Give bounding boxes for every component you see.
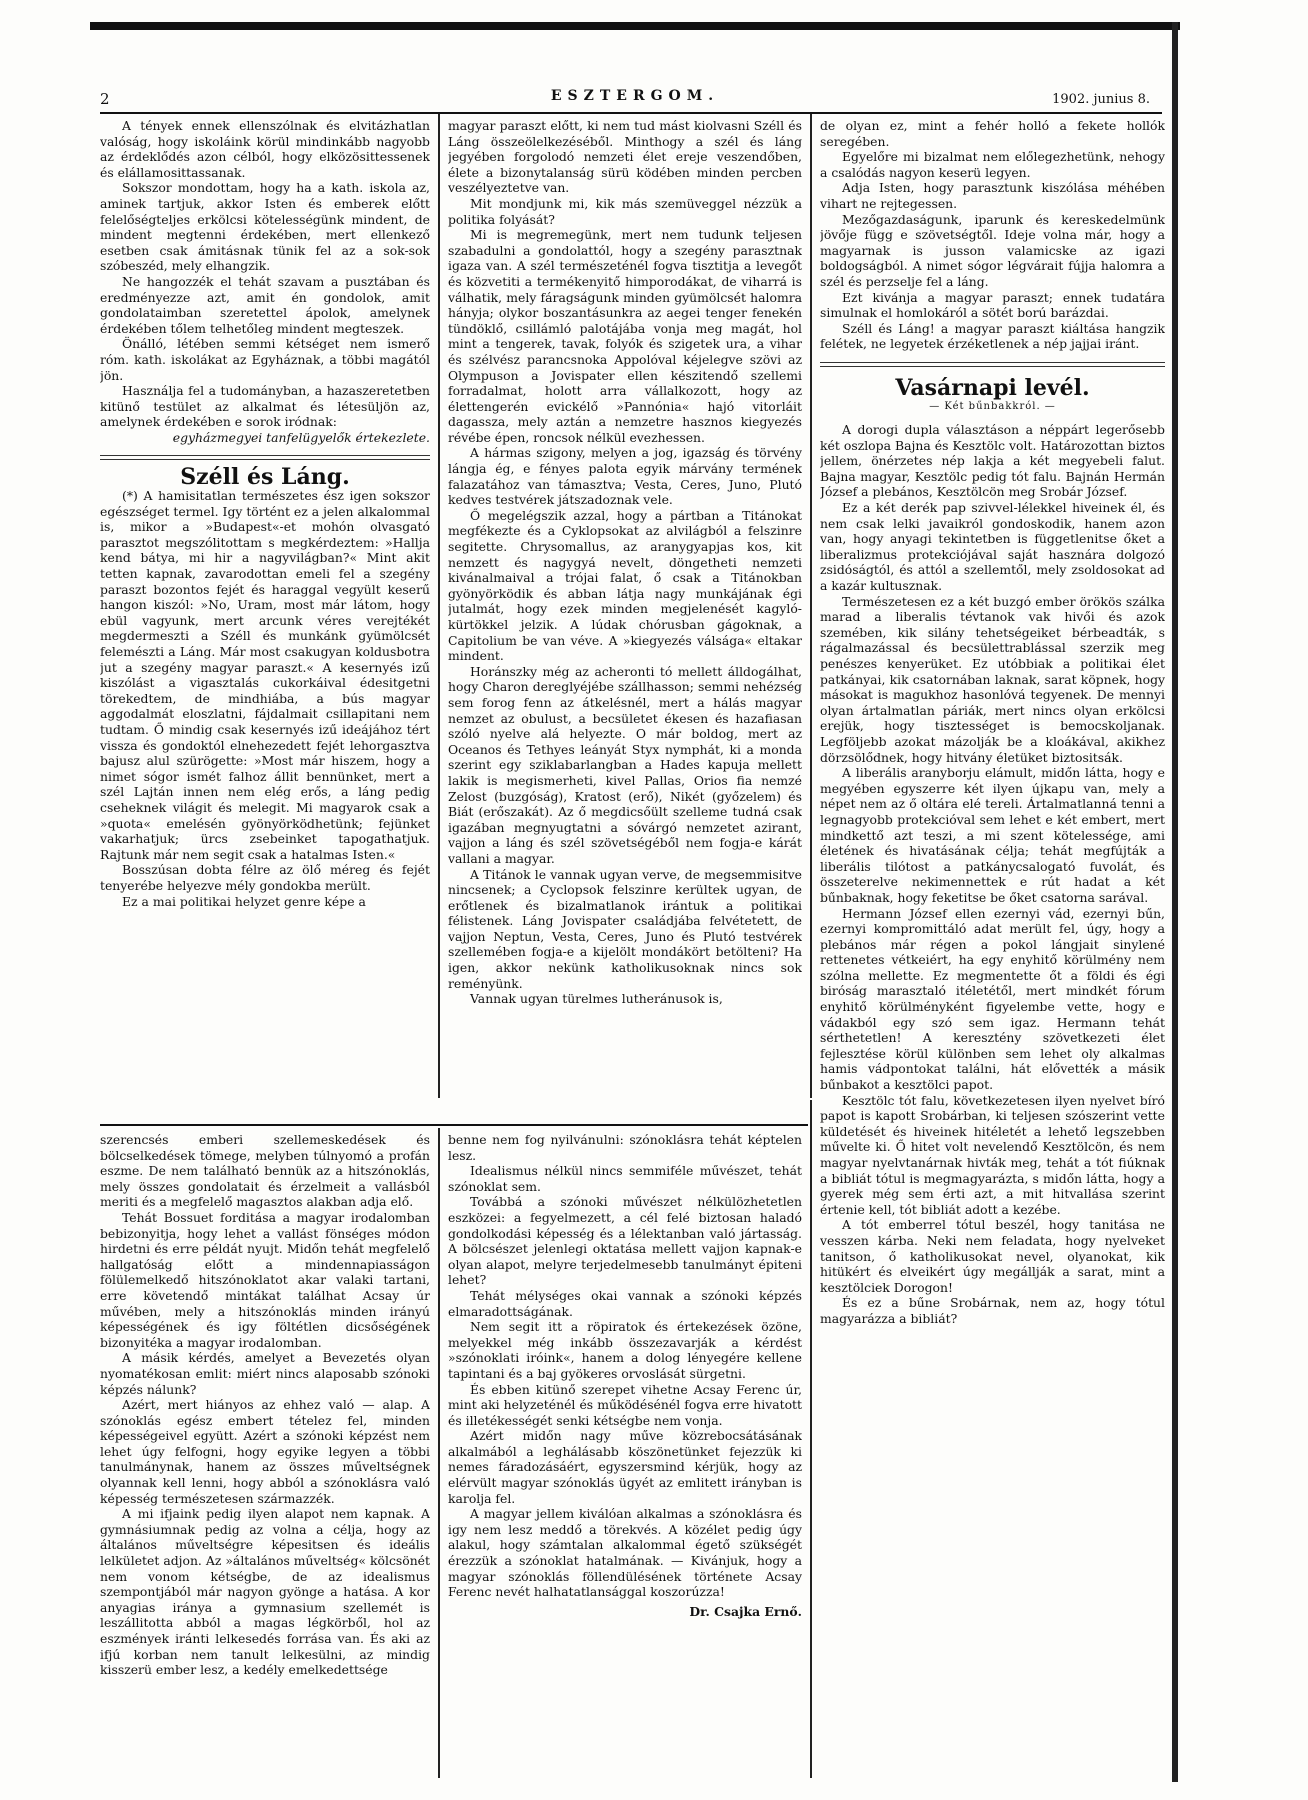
paragraph: Sokszor mondottam, hogy ha a kath. iskola az, aminek tartjuk, akkor Isten és emberek előtt felelőségteljes erkölcsi kötelességünk mindent, de mindent megtenni érdekében, mert ellenkező esetben csak ámitásnak tünik fel az a sok-sok szóbeszéd, mely elhangzik. <box>100 180 430 274</box>
paragraph: Széll és Láng! a magyar paraszt kiáltása hangzik felétek, ne legyetek érzéketlenek a nép jajjai iránt. <box>820 320 1165 352</box>
paragraph: Adja Isten, hogy parasztunk kiszólása méhében vihart ne rejtegessen. <box>820 180 1165 211</box>
column-divider <box>438 1128 440 1778</box>
paragraph: Nem segit itt a röpiratok és értekezések özöne, melyekkel még inkább összezavarják a kérdést »szónoklati iróink«, hanem a dolog lényegére kellene tapintani és a baj gyökeres orvoslását sürgetni. <box>448 1319 802 1381</box>
paragraph: Vannak ugyan türelmes lutheránusok is, <box>470 991 723 1007</box>
article-heading: Széll és Láng. <box>180 464 350 491</box>
paragraph: Mezőgazdaságunk, iparunk és kereskedelmünk jövője függ e szövetségtől. Ideje volna már, hogy a magyarnak is jusson valamicske az igazi boldogságból. A nimet sógor légvárait fújja halomra a szél és perzselje fel a láng. <box>820 211 1165 289</box>
top-rule <box>90 22 1180 30</box>
column-divider <box>810 1100 812 1778</box>
paragraph: A tények ennek ellenszólnak és elvitázhatlan valóság, hogy iskoláink körül mindinkább nagyobb az érdeklődés azon célból, hogy elközösittessenek és elállamosittassanak. <box>100 118 430 180</box>
issue-date: 1902. junius 8. <box>1052 92 1150 107</box>
column-1 <box>100 118 430 1096</box>
author-signature: Dr. Csajka Ernő. <box>689 1603 802 1619</box>
paragraph: Továbbá a szónoki művészet nélkülözhetetlen eszközei: a fegyelmezett, a cél felé biztosan haladó gondolkodási képesség és a lélektanban való jártasság. A bölcsészet jelenlegi oktatása mellett vajjon kapnak-e olyan alapot, melyre terjedelmesebb tanulmányt épiteni lehet? <box>448 1194 802 1288</box>
paragraph: Bosszúsan dobta félre az ölő méreg és fejét tenyerébe helyezve mély gondokba merült. <box>100 862 430 893</box>
right-edge-rule <box>1172 22 1178 1782</box>
paragraph: A hármas szigony, melyen a jog, igazság és törvény lángja ég, e fényes palota egyik márvány termének falazatához van támasztva; Vesta, Ceres, Juno, Plutó kedves testvérek játszadoznak vele. <box>448 445 802 508</box>
paragraph: A magyar jellem kiválóan alkalmas a szónoklásra és igy nem lesz meddő a törekvés. A közélet pedig úgy alakul, hogy számtalan alkalommal égető szükségét érezzük a szónoklat hatalmának. — Kivánjuk, hogy a magyar szónoklás föllendülésének története Acsay Ferenc nevét halhatatlansággal koszorúzza! <box>448 1506 802 1600</box>
paragraph: Ne hangozzék el tehát szavam a pusztában és eredményezze azt, amit én gondolok, amit gondolataimban szeretettel ápolok, amelynek érdekében tőlem telhetőleg mindent megteszek. <box>100 273 430 336</box>
paragraph: Használja fel a tudományban, a hazaszeretetben kitünő testület az alkalmat és létesüljön az, amelynek érdekében e sorok iródnak: <box>100 383 430 430</box>
paragraph: A másik kérdés, amelyet a Bevezetés olyan nyomatékosan emlit: miért nincs alaposabb szónoki képzés nálunk? <box>100 1350 430 1397</box>
paragraph: Természetesen ez a két buzgó ember örökös szálka marad a liberalis tévtanok vak hivői és azok szemében, kik silány tehetségeiket bérbeadták, s rágalmazással és becsülettrablással szerzik meg penészes kenyerüket. Ez utóbbiak a politikai élet patkányai, kik csatornában laknak, sarat köpnek, hogy másokat is magukhoz hasonlóvá tegyenek. De mennyi olyan ártalmatlan páriák, mert nincs olyan erkölcsi erejük, hogy tisztességet is bemocskoljanak. Legföljebb azokat mázolják be a kloákával, akikhez dörzsölődnek, hogy hitvány életüket biztositsák. <box>820 593 1165 765</box>
paragraph: A Titánok le vannak ugyan verve, de megsemmisitve nincsenek; a Cyclopsok felszinre kerültek ugyan, de erőtlenek és bizalmatlanok irántuk a politikai félistenek. Láng Jovispater családjába felvétetett, de vajjon Neptun, Vesta, Ceres, Juno és Plutó testvérek szellemében fogja-e a kijelölt mondákört betölteni? Ha igen, akkor nekünk katholikusoknak nincs sok reményünk. <box>448 866 802 991</box>
paragraph: Ő megelégszik azzal, hogy a pártban a Titánokat megfékezte és a Cyklopsokat az alvilágból a felszinre segitette. Chrysomallus, az aranygyapjas kos, kit nemzett és nagygyá nevelt, döngetheti nemzeti kivánalmaival a trójai falat, ő csak a Titánokban gyönyörködik és abban látja nagy munkájának égi jutalmát, hogy ezek minden megjelenését kagyló-kürtökkel jelzik. A lúdak chórusban gágoknak, a Capitolium be van véve. A »kiegyezés válsága« eltakar mindent. <box>448 507 802 664</box>
paragraph: de olyan ez, mint a fehér holló a fekete hollók seregében. <box>820 118 1165 149</box>
article-separator <box>820 362 1165 367</box>
paragraph: Ez a mai politikai helyzet genre képe a <box>122 893 366 909</box>
article-signature: egyházmegyei tanfelügyelők értekezlete. <box>172 429 430 445</box>
page-header <box>100 86 1170 112</box>
section-rule <box>100 1124 808 1126</box>
column-divider <box>810 114 812 1098</box>
paragraph: Önálló, létében semmi kétséget nem ismerő róm. kath. iskolákat az Egyháznak, a többi magától jön. <box>100 336 430 383</box>
page-number: 2 <box>100 90 110 108</box>
paragraph: A tót emberrel tótul beszél, hogy tanitása ne vesszen kárba. Neki nem feladata, hogy nyelveket tanitson, ő katholikusokat nevel, olyanokat, kik hitükért és elveikért úgy megállják a sarat, mint a kesztölciek Dorogon! <box>820 1217 1165 1295</box>
paragraph: És ez a bűne Srobárnak, nem az, hogy tótul magyarázza a bibliát? <box>820 1295 1165 1326</box>
lower-column-2 <box>448 1132 802 1776</box>
paragraph: Mit mondjunk mi, kik más szemüveggel nézzük a politika folyását? <box>448 195 802 227</box>
paragraph: Tehát Bossuet forditása a magyar irodalomban bebizonyitja, hogy lehet a vallást fönséges módon hirdetni és erre példát nyujt. Midőn tehát megfelelő hallgatóság előtt a mindennapiasságon fölülemelkedő hitszónoklatot akar valaki tartani, erre követendő mintákat találhat Acsay úr művében, mely a hitszónoklás minden irányú képességének és igy föltétlen dicsőségének bizonyitéka a magyar irodalomban. <box>100 1209 430 1350</box>
paragraph: Horánszky még az acheronti tó mellett álldogálhat, hogy Charon dereglyéjébe szállhasson; semmi nehézség sem forog fenn az átkelésnél, mert a hálás magyar nemzet az obulust, a becsületet ékesen és hazafiasan szóló nyelve alá helyezte. O már boldog, mert az Oceanos és Tethyes leányát Styx nymphát, ki a monda szerint egy sziklabarlangban a Hades kapuja mellett lakik is megismerheti, kivel Pallas, Orios fia nemzé Zelost (buzgóság), Kratost (erő), Nikét (győzelem) és Biát (erőszakát). Az ő megdicsőült szelleme tudná csak igazában megnyugtatni a sóvárgó nemzetet azirant, vajjon a láng és szél szövetségéből nem fogja-e kárát vallani a magyar. <box>448 663 802 866</box>
paragraph: És ebben kitünő szerepet vihetne Acsay Ferenc úr, mint aki helyzeténél és működésénél fogva erre hivatott és illetékességét senki kétségbe nem vonja. <box>448 1381 802 1428</box>
lower-column-1 <box>100 1132 430 1776</box>
column-divider <box>438 114 440 1098</box>
paragraph: Tehát mélységes okai vannak a szónoki képzés elmaradottságának. <box>448 1287 802 1319</box>
paragraph: A mi ifjaink pedig ilyen alapot nem kapnak. A gymnásiumnak pedig az volna a célja, hogy az általános műveltségre képesitsen és ideális lelkületet adjon. Az »általános műveltség« kölcsönét nem vonom kétségbe, de az idealismus szempontjából már nagyon gyönge a hatása. A kor anyagias iránya a gymnasium szellemét is leszállitotta abból a magas légkörből, hol az eszmények iránti lelkesedés forrása van. És aki az ifjú korban nem tanult lelkesülni, az mindig kisszerü ember lesz, a kedély emelkedettsége <box>100 1506 430 1678</box>
paragraph: Kesztölc tót falu, következetesen ilyen nyelvet bíró papot is kapott Srobárban, ki teljesen szószerint vette küldetését és hiveinek hitéletét a lehető legszebben művelte ki. Ő hitet volt nevelendő Kesztölcön, és nem magyar nyelvtanárnak hivták meg, tehát a tót fiúknak a bibliát tótul is megmagyarázta, s midőn látta, hogy a gyerek még sem érti azt, a mit hitvallása szerint értenie kell, tót bibliát adott a kezébe. <box>820 1092 1165 1217</box>
article-subheading: — Két bűnbakkról. — <box>929 400 1056 412</box>
paragraph: Ezt kivánja a magyar paraszt; ennek tudatára simulnak el homlokáról a sötét ború barázdai. <box>820 289 1165 321</box>
article-heading: Vasárnapi levél. <box>895 374 1090 401</box>
paragraph: A dorogi dupla választáson a néppárt legerősebb két oszlopa Bajna és Kesztölc volt. Határozottan biztos jellem, önérzetes nép lakja a két megyebeli falut. Bajna magyar, Kesztölc pedig tót falu. Bajnán Hermán József a plebános, Kesztölcön meg Srobár József. <box>820 422 1165 500</box>
paragraph: Azért midőn nagy műve közrebocsátásának alkalmából a leghálásabb köszönetünket fejezzük ki nemes fáradozásáért, egyszersmind kérjük, hogy az elérvült magyar szónoklás ügyét az emlitett irányban is karolja fel. <box>448 1428 802 1506</box>
paragraph: szerencsés emberi szellemeskedések és bölcselkedések tömege, melyben túlnyomó a profán eszme. De nem található bennük az a hitszónoklás, mely összes gondolatait és érzelmeit a vallásból meriti és a megfelelő magasztos alakban adja elő. <box>100 1132 430 1210</box>
paragraph: Egyelőre mi bizalmat nem előlegezhetünk, nehogy a csalódás nagyon keserü legyen. <box>820 149 1165 180</box>
paragraph: magyar paraszt előtt, ki nem tud mást kiolvasni Széll és Láng összeölelkezéséből. Minthogy a szél és láng jegyében forgolodó nemzeti élet ereje veszendőben, élete a bizonytalanság sürü ködében minden percben veszélyeztetve van. <box>448 118 802 196</box>
paragraph: Idealismus nélkül nincs semmiféle művészet, tehát szónoklat sem. <box>448 1163 802 1194</box>
paragraph: (*) A hamisitatlan természetes ész igen sokszor egészséget termel. Igy történt ez a jelen alkalommal is, mikor a »Budapest«-et mohón olvasgató parasztot megszólitottam s megkérdeztem: »Hallja kend bátya, mi hir a nagyvilágban?« Mint akit tetten kapnak, zavarodottan emeli fel a szegény paraszt bozontos fejét és haraggal vegyült keserű hangon kiszól: »No, Uram, most már látom, hogy ebül vagyunk, mert arcunk véres verejtékét megdermeszti a Széll és munkánk gyümölcsét felemészti a Láng. Már most csakugyan koldusbotra jut a szegény magyar paraszt.« A kesernyés izű kiszólást a vigasztalás cukorkáival édesitgetni törekedtem, de mindhiába, a bús magyar aggodalmát eloszlatni, fájdalmait csillapitani nem tudtam. Ő mindig csak kesernyés izű ideájához tért vissza és gondoktól elnehezedett fejét lehorgasztva bajusz alul szürögette: »Most már hiszem, hogy a nimet sógor ismét falhoz állit bennünket, mert a szél Lajtán innen nem elég erős, a láng pedig cseheknek világit és melegit. Mi magyarok csak a »quota« emelésén gyönyörködhetünk; fejünket vakarhatjuk; ürcs zsebeinket tapogathatjuk. Rajtunk már nem segit csak a hatalmas Isten.« <box>100 488 430 862</box>
paragraph: A liberális aranyborju elámult, midőn látta, hogy e megyében egyszerre két ilyen újkapu van, mely a népet nem az ő oltára elé tereli. Ártalmatlanná tenni a legnagyobb protekcióval sem lehet e két embert, mert mindkettő azt teszi, a mi szent kötelessége, ami életének és hivatásának célja; tehát megfújták a liberális tilótost a patkánycsalogató fuvolát, és összeterelve nekimennettek e rút hadat a két bűnbaknak, hogy feketitse be őket csatorna sarával. <box>820 765 1165 905</box>
paragraph: Azért, mert hiányos az ehhez való — alap. A szónoklás egész embert tételez fel, minden képességeivel együtt. Azért a szónoki képzést nem lehet úgy felfogni, hogy egyike legyen a többi tanulmánynak, hanem az összes műveltségnek olyannak kell lenni, hogy abból a szónoklásra való képesség természetesen származzék. <box>100 1397 430 1506</box>
column-2 <box>448 118 802 1096</box>
paragraph: Ez a két derék pap szivvel-lélekkel hiveinek él, és nem csak lelki javaikról gondoskodik, hanem azon van, hogy anyagi tekintetben is függetlenitse őket a liberalizmus protekciójával saját hasznára dolgozó zsidóságtól, és attól a szellemtől, mely zsoldosokat ad a kazár kultusznak. <box>820 500 1165 594</box>
paragraph: Hermann József ellen ezernyi vád, ezernyi bűn, ezernyi kompromittáló adat merült fel, úgy, hogy a plebános már régen a pokol lángjait sinylené rettenetes vétkeiért, ha egy enyhitő körülmény nem szólna mellette. Ez megmentette őt a földi és égi biróság marasztaló itéletétől, mert mindkét fórum enyhitő körülményként figyelembe vette, hogy e vádakból egy szó sem igaz. Hermann tehát sérthetetlen! A keresztény szövetkezeti élet fejlesztése körül különben sem lehet oly alkalmas hamis vádpontokat találni, hát elővették a másik bűnbakot a kesztölci papot. <box>820 905 1165 1093</box>
paragraph: Mi is megremegünk, mert nem tudunk teljesen szabadulni a gondolattól, hogy a szegény parasztnak igaza van. A szél természeténél fogva tisztitja a levegőt és közvetiti a termékenyitő himporodákat, de viharrá is válhatik, mely fáragságunk minden gyümölcsét halomra hányja; olykor boszantásunkra az aegei tenger fenekén tündöklő, csillámló palotájába vonja meg magát, hol mint a tengerek, tavak, folyók és szigetek ura, a vihar és szélvész parancsnoka Appolóval kéjelegve szövi az Olympuson a Jovispater ellen készitendő szellemi forradalmat, holott arra vállalkozott, hogy az élettengerén evickélő »Pannónia« hajó vitorláit dagassza, mely aztán a nemzetre hasznos kiegyezés révébe épen, roncsok nélkül evezhessen. <box>448 227 802 445</box>
column-3 <box>820 118 1165 1778</box>
header-rule <box>100 112 1162 114</box>
masthead-title: ESZTERGOM. <box>550 88 720 104</box>
paragraph: benne nem fog nyilvánulni: szónoklásra tehát képtelen lesz. <box>448 1132 802 1163</box>
article-separator <box>100 455 430 460</box>
